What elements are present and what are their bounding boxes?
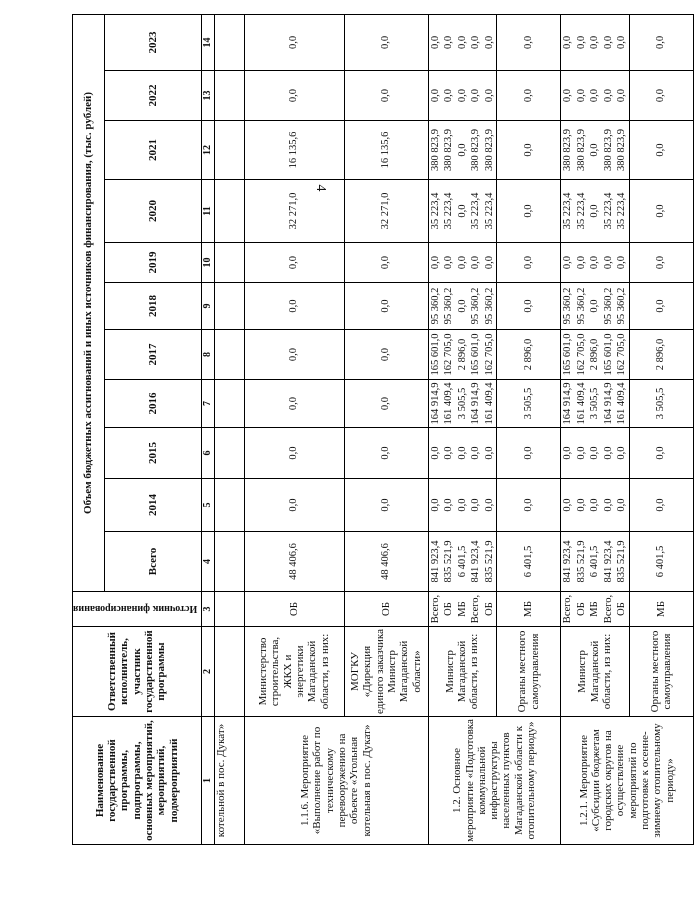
- sub-value: 380 823,9: [562, 129, 574, 171]
- column-number: 12: [201, 121, 214, 180]
- sub-value: 380 823,9: [575, 129, 587, 171]
- sub-value: 35 223,4: [602, 192, 614, 230]
- sub-value: 0,0: [602, 35, 614, 50]
- sub-value: 95 360,2: [429, 287, 441, 325]
- sub-value: 0,0: [429, 446, 441, 460]
- value-cell: [428, 428, 497, 479]
- value-cell: [428, 479, 497, 532]
- value-cell: [428, 330, 497, 380]
- header-year: 2018: [105, 283, 201, 330]
- value-cell: 0,0: [344, 71, 428, 121]
- responsible-cell: Министр Магаданской области, из них:: [561, 627, 630, 717]
- header-year: 2023: [105, 14, 201, 70]
- sub-value: 0,0: [575, 255, 587, 270]
- value-cell: [561, 243, 630, 283]
- header-year: 2017: [105, 330, 201, 380]
- sub-value: 35 223,4: [443, 192, 455, 230]
- sub-value: 0,0: [575, 446, 587, 460]
- column-number: 14: [201, 14, 214, 70]
- value-cell: 2 896,0: [497, 330, 561, 380]
- header-name: Наименование государственной программы, подпрограммы, основных мероприятий, мероприятий, подмероприятий: [73, 717, 202, 845]
- value-cell: 32 271,0: [244, 180, 344, 243]
- sub-value: 165 601,0: [470, 333, 482, 376]
- source-cell: [561, 592, 630, 627]
- sub-value: 35 223,4: [483, 192, 495, 230]
- value-cell: [561, 283, 630, 330]
- sub-value: 0,0: [562, 446, 574, 460]
- sub-value: 380 823,9: [483, 129, 495, 171]
- sub-value: 161 409,4: [443, 382, 455, 425]
- sub-value: 380 823,9: [470, 129, 482, 171]
- page-number: 4: [313, 184, 328, 192]
- sub-value: 380 823,9: [616, 129, 628, 171]
- column-number: 6: [201, 428, 214, 479]
- value-cell: 0,0: [344, 283, 428, 330]
- value-cell: 0,0: [629, 283, 693, 330]
- sub-value: 0,0: [483, 498, 495, 512]
- value-cell: 0,0: [244, 14, 344, 70]
- sub-value: 95 360,2: [562, 287, 574, 325]
- sub-value: 0,0: [470, 255, 482, 270]
- header-year: 2016: [105, 380, 201, 428]
- value-cell: 0,0: [497, 121, 561, 180]
- sub-value: 0,0: [456, 446, 468, 460]
- sub-value: 0,0: [443, 446, 455, 460]
- sub-value: 35 223,4: [470, 192, 482, 230]
- sub-value: 35 223,4: [575, 192, 587, 230]
- sub-value: 0,0: [429, 88, 441, 103]
- sub-value: 0,0: [589, 204, 601, 218]
- sub-value: 95 360,2: [602, 287, 614, 325]
- funding-table: [72, 14, 694, 845]
- table-row: [561, 14, 630, 844]
- value-cell: [428, 380, 497, 428]
- sub-value: 0,0: [429, 255, 441, 270]
- value-cell: 0,0: [244, 243, 344, 283]
- sub-value: 0,0: [443, 498, 455, 512]
- sub-value: 0,0: [589, 88, 601, 103]
- sub-value: 95 360,2: [443, 287, 455, 325]
- column-number: 11: [201, 180, 214, 243]
- value-cell: 0,0: [344, 14, 428, 70]
- sub-value: 6 401,5: [589, 545, 601, 578]
- sub-value: 0,0: [589, 498, 601, 512]
- item-title: 1.2. Основное мероприятие «Подготовка коммунальной инфраструктуры населенных пунктов Магаданской области к отопительному периоду»: [428, 717, 561, 845]
- sub-value: 162 705,0: [483, 333, 495, 376]
- table-row: [428, 14, 497, 844]
- value-cell: 0,0: [497, 428, 561, 479]
- column-number: 2: [201, 627, 214, 717]
- sub-value: 0,0: [589, 143, 601, 157]
- column-number: 4: [201, 532, 214, 592]
- sub-value: 0,0: [616, 35, 628, 50]
- sub-value: 165 601,0: [602, 333, 614, 376]
- sub-value: 0,0: [562, 498, 574, 512]
- sub-value: 0,0: [443, 35, 455, 50]
- sub-value: 0,0: [616, 498, 628, 512]
- empty-cell: [214, 330, 244, 380]
- sub-value: 0,0: [470, 446, 482, 460]
- column-number: 5: [201, 479, 214, 532]
- value-cell: 0,0: [344, 380, 428, 428]
- sub-value: 0,0: [456, 143, 468, 157]
- sub-value: 0,0: [483, 446, 495, 460]
- sub-value: 841 923,4: [429, 540, 441, 583]
- sub-value: 0,0: [483, 88, 495, 103]
- sub-value: 0,0: [456, 88, 468, 103]
- sub-value: 835 521,9: [443, 540, 455, 583]
- source-cell: ОБ: [244, 592, 344, 627]
- value-cell: 0,0: [497, 71, 561, 121]
- column-number: 7: [201, 380, 214, 428]
- value-cell: [561, 14, 630, 70]
- sub-value: 0,0: [443, 255, 455, 270]
- sub-value: 835 521,9: [575, 540, 587, 583]
- sub-value: 95 360,2: [575, 287, 587, 325]
- value-cell: 6 401,5: [629, 532, 693, 592]
- value-cell: 16 135,6: [344, 121, 428, 180]
- sub-value: 0,0: [575, 88, 587, 103]
- sub-value: 380 823,9: [443, 129, 455, 171]
- sub-value: 0,0: [456, 299, 468, 313]
- value-cell: [561, 479, 630, 532]
- sub-value: ОБ: [483, 602, 495, 616]
- responsible-cell: Органы местного самоуправления: [497, 627, 561, 717]
- value-cell: 0,0: [497, 243, 561, 283]
- header-year: 2022: [105, 71, 201, 121]
- header-source-label: Источник финансирования: [73, 603, 198, 615]
- sub-value: 162 705,0: [575, 333, 587, 376]
- sub-value: 164 914,9: [602, 382, 614, 425]
- sub-value: 380 823,9: [602, 129, 614, 171]
- empty-cell: [214, 380, 244, 428]
- sub-value: 0,0: [456, 498, 468, 512]
- sub-value: 2 896,0: [589, 338, 601, 371]
- empty-cell: [214, 592, 244, 627]
- sub-value: 0,0: [589, 35, 601, 50]
- sub-value: 95 360,2: [616, 287, 628, 325]
- source-cell: МБ: [497, 592, 561, 627]
- sub-value: 161 409,4: [616, 382, 628, 425]
- sub-value: 0,0: [456, 255, 468, 270]
- sub-value: 0,0: [470, 498, 482, 512]
- sub-value: ОБ: [575, 602, 587, 616]
- sub-value: 0,0: [602, 498, 614, 512]
- sub-value: 0,0: [456, 35, 468, 50]
- rotated-page: [72, 15, 676, 845]
- sub-value: 380 823,9: [429, 129, 441, 171]
- value-cell: 0,0: [244, 428, 344, 479]
- sub-value: 841 923,4: [602, 540, 614, 583]
- sub-value: 835 521,9: [616, 540, 628, 583]
- item-title: 1.2.1. Мероприятие «Субсидии бюджетам городских округов на осуществление мероприятий по подготовке к осенне-зимнему отопительному периоду»: [561, 717, 694, 845]
- responsible-cell: Министр Магаданской области, из них:: [428, 627, 497, 717]
- value-cell: 0,0: [244, 71, 344, 121]
- sub-value: 0,0: [562, 88, 574, 103]
- responsible-cell: Органы местного самоуправления: [629, 627, 693, 717]
- table-row: [244, 14, 344, 844]
- value-cell: 6 401,5: [497, 532, 561, 592]
- value-cell: [561, 330, 630, 380]
- value-cell: 0,0: [244, 330, 344, 380]
- value-cell: 3 505,5: [629, 380, 693, 428]
- sub-value: 164 914,9: [470, 382, 482, 425]
- sub-value: 6 401,5: [456, 545, 468, 578]
- sub-value: 95 360,2: [470, 287, 482, 325]
- sub-value: Всего,: [429, 594, 441, 624]
- value-cell: [561, 180, 630, 243]
- value-cell: 0,0: [344, 479, 428, 532]
- sub-value: 0,0: [443, 88, 455, 103]
- sub-value: 2 896,0: [456, 338, 468, 371]
- sub-value: Всего,: [562, 594, 574, 624]
- value-cell: 0,0: [497, 180, 561, 243]
- value-cell: 0,0: [629, 71, 693, 121]
- sub-value: 164 914,9: [429, 382, 441, 425]
- value-cell: [428, 14, 497, 70]
- header-year: 2014: [105, 479, 201, 532]
- sub-value: 162 705,0: [443, 333, 455, 376]
- sub-value: 35 223,4: [616, 192, 628, 230]
- empty-cell: [214, 479, 244, 532]
- value-cell: [561, 428, 630, 479]
- sub-value: 0,0: [616, 446, 628, 460]
- responsible-cell: Министерство строительства, ЖКХ и энергетики Магаданской области, из них:: [244, 627, 344, 717]
- sub-value: 0,0: [602, 88, 614, 103]
- sub-value: 0,0: [456, 204, 468, 218]
- value-cell: 0,0: [497, 479, 561, 532]
- continuation-row: [214, 14, 244, 844]
- value-cell: 0,0: [629, 180, 693, 243]
- value-cell: [561, 121, 630, 180]
- header-year: 2019: [105, 243, 201, 283]
- value-cell: 0,0: [244, 380, 344, 428]
- column-number: 10: [201, 243, 214, 283]
- header-funding: Объем бюджетных ассигнований и иных источников финансирования, (тыс. рублей): [73, 14, 105, 591]
- sub-value: 0,0: [575, 498, 587, 512]
- column-number: 1: [201, 717, 214, 845]
- sub-value: 162 705,0: [616, 333, 628, 376]
- value-cell: [561, 380, 630, 428]
- sub-value: МБ: [456, 601, 468, 617]
- value-cell: 0,0: [244, 283, 344, 330]
- value-cell: 32 271,0: [344, 180, 428, 243]
- empty-cell: [214, 283, 244, 330]
- sub-value: 0,0: [483, 35, 495, 50]
- sub-value: ОБ: [443, 602, 455, 616]
- value-cell: 0,0: [629, 243, 693, 283]
- header-year: 2020: [105, 180, 201, 243]
- continuation-label: котельной в пос. Дукат»: [214, 717, 244, 845]
- sub-value: 35 223,4: [562, 192, 574, 230]
- value-cell: 16 135,6: [244, 121, 344, 180]
- value-cell: 0,0: [629, 479, 693, 532]
- sub-value: 164 914,9: [562, 382, 574, 425]
- value-cell: 48 406,6: [244, 532, 344, 592]
- value-cell: [428, 121, 497, 180]
- sub-value: 0,0: [602, 446, 614, 460]
- sub-value: 0,0: [589, 255, 601, 270]
- sub-value: 0,0: [602, 255, 614, 270]
- value-cell: 0,0: [497, 283, 561, 330]
- empty-cell: [214, 243, 244, 283]
- value-cell: [428, 243, 497, 283]
- sub-value: 0,0: [575, 35, 587, 50]
- sub-value: 0,0: [429, 498, 441, 512]
- value-cell: 0,0: [344, 330, 428, 380]
- empty-cell: [214, 180, 244, 243]
- header-responsible: Ответственный исполнитель, участник государственной программы: [73, 627, 202, 717]
- sub-value: 0,0: [616, 88, 628, 103]
- column-number: 13: [201, 71, 214, 121]
- value-cell: 0,0: [629, 428, 693, 479]
- sub-value: 161 409,4: [575, 382, 587, 425]
- column-number: 3: [201, 592, 214, 627]
- header-source: [73, 592, 202, 627]
- value-cell: 0,0: [244, 479, 344, 532]
- sub-value: 0,0: [562, 35, 574, 50]
- sub-value: 0,0: [429, 35, 441, 50]
- sub-value: 161 409,4: [483, 382, 495, 425]
- value-cell: [428, 180, 497, 243]
- sub-value: 0,0: [589, 446, 601, 460]
- value-cell: 0,0: [497, 14, 561, 70]
- column-number: 9: [201, 283, 214, 330]
- value-cell: 2 896,0: [629, 330, 693, 380]
- header-year: 2021: [105, 121, 201, 180]
- responsible-cell: МОГКУ «Дирекция единого заказчика Министр Магаданской области»: [344, 627, 428, 717]
- sub-value: 165 601,0: [429, 333, 441, 376]
- sub-value: 95 360,2: [483, 287, 495, 325]
- value-cell: 0,0: [344, 243, 428, 283]
- value-cell: 0,0: [629, 121, 693, 180]
- sub-value: 3 505,5: [456, 387, 468, 420]
- sub-value: 841 923,4: [470, 540, 482, 583]
- sub-value: 0,0: [589, 299, 601, 313]
- empty-cell: [214, 71, 244, 121]
- sub-value: 835 521,9: [483, 540, 495, 583]
- empty-cell: [214, 428, 244, 479]
- sub-value: 3 505,5: [589, 387, 601, 420]
- header-year: Всего: [105, 532, 201, 592]
- column-number: 8: [201, 330, 214, 380]
- value-cell: [428, 283, 497, 330]
- source-cell: МБ: [629, 592, 693, 627]
- source-cell: [428, 592, 497, 627]
- value-cell: [428, 71, 497, 121]
- sub-value: 0,0: [562, 255, 574, 270]
- sub-value: 0,0: [483, 255, 495, 270]
- source-cell: ОБ: [344, 592, 428, 627]
- sub-value: 841 923,4: [562, 540, 574, 583]
- sub-value: 35 223,4: [429, 192, 441, 230]
- empty-cell: [214, 532, 244, 592]
- value-cell: [561, 71, 630, 121]
- empty-cell: [214, 121, 244, 180]
- value-cell: 0,0: [629, 14, 693, 70]
- empty-cell: [214, 627, 244, 717]
- value-cell: [561, 532, 630, 592]
- sub-value: ОБ: [616, 602, 628, 616]
- value-cell: 3 505,5: [497, 380, 561, 428]
- empty-cell: [214, 14, 244, 70]
- sub-value: МБ: [589, 601, 601, 617]
- sub-value: 0,0: [470, 88, 482, 103]
- value-cell: [428, 532, 497, 592]
- sub-value: Всего,: [602, 594, 614, 624]
- header-year: 2015: [105, 428, 201, 479]
- value-cell: 0,0: [344, 428, 428, 479]
- sub-value: 0,0: [470, 35, 482, 50]
- sub-value: 165 601,0: [562, 333, 574, 376]
- value-cell: 48 406,6: [344, 532, 428, 592]
- sub-value: Всего,: [470, 594, 482, 624]
- item-title: 1.1.6. Мероприятие «Выполнение работ по техническому перевооружению на объекте «Угольная котельная в пос. Дукат»: [244, 717, 428, 845]
- sub-value: 0,0: [616, 255, 628, 270]
